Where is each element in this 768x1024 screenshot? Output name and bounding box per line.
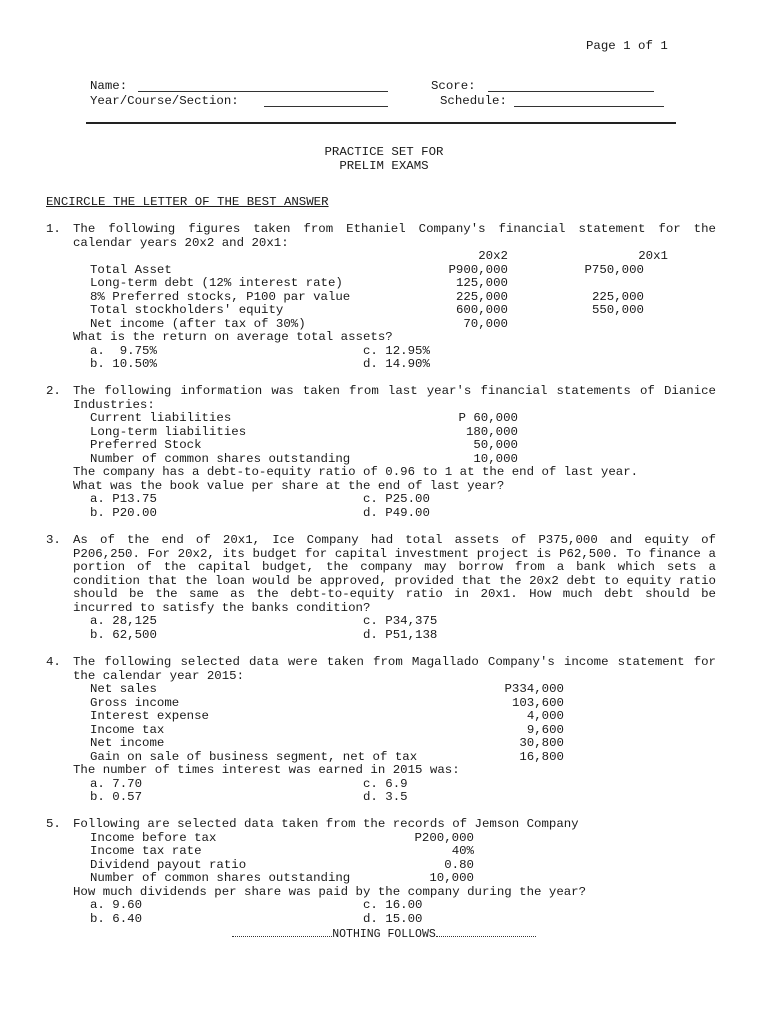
col-header-20x1: 20x1 <box>638 249 668 263</box>
row-label: Total Asset <box>90 262 172 277</box>
header-divider <box>86 122 676 124</box>
page-title <box>0 146 768 173</box>
row-label: Number of common shares outstanding <box>90 871 351 885</box>
row-value: 103,600 <box>511 695 564 710</box>
page-number: Page 1 of 1 <box>586 39 668 53</box>
row-value: 40% <box>451 844 474 858</box>
choice-d[interactable]: d. 15.00 <box>363 911 423 926</box>
question-text: The following figures taken from Ethaniel Company's financial statement for the calendar years 20x2 and 20x1: <box>73 222 716 250</box>
row-value-20x2: 225,000 <box>455 289 508 304</box>
table-row <box>46 264 716 278</box>
row-label: Income tax <box>90 722 165 737</box>
row-value: 16,800 <box>519 749 564 764</box>
question-prompt <box>46 480 716 494</box>
choice-d[interactable]: d. P49.00 <box>363 505 430 520</box>
question-prompt-text: What is the return on average total assets? <box>73 330 393 344</box>
row-value: 10,000 <box>429 871 474 885</box>
row-value-20x2: 70,000 <box>463 316 508 331</box>
question-prompt-text: What was the book value per share at the end of last year? <box>73 478 505 493</box>
question-number: 4. <box>46 655 61 669</box>
row-label: Net income (after tax of 30%) <box>90 316 306 331</box>
column-header-row <box>46 250 716 264</box>
row-label: Long-term debt (12% interest rate) <box>90 276 343 290</box>
question-prompt-text: How much dividends per share was paid by the company during the year? <box>73 884 587 899</box>
score-field[interactable] <box>488 80 654 92</box>
choice-a[interactable]: a. 9.60 <box>90 898 143 912</box>
choice-row <box>46 913 716 927</box>
choice-a[interactable]: a. 9.75% <box>90 343 157 358</box>
ycs-label: Year/Course/Section: <box>90 94 239 108</box>
row-value-20x2: 125,000 <box>455 276 508 290</box>
table-row <box>46 439 716 453</box>
question-4 <box>46 656 716 805</box>
table-row <box>46 737 716 751</box>
row-label: Dividend payout ratio <box>90 857 247 872</box>
choice-a[interactable]: a. 28,125 <box>90 614 157 628</box>
question-5 <box>46 818 716 926</box>
row-value: 50,000 <box>473 438 518 452</box>
dotted-leader-right <box>436 928 536 937</box>
question-number: 1. <box>46 222 61 236</box>
choice-c[interactable]: c. P34,375 <box>363 614 438 628</box>
question-2 <box>46 385 716 520</box>
choice-row <box>46 778 716 792</box>
row-value: 10,000 <box>473 451 518 466</box>
row-value: P200,000 <box>414 830 474 845</box>
nothing-follows-text: NOTHING FOLLOWS <box>332 928 436 941</box>
table-row <box>46 724 716 738</box>
choice-b[interactable]: b. 62,500 <box>90 627 157 642</box>
row-label: Income tax rate <box>90 844 202 858</box>
table-row <box>46 318 716 332</box>
table-row <box>46 872 716 886</box>
dotted-leader-left <box>232 928 332 937</box>
row-label: Current liabilities <box>90 411 232 425</box>
choice-c[interactable]: c. P25.00 <box>363 492 430 506</box>
question-prompt-text: The number of times interest was earned in 2015 was: <box>73 763 460 777</box>
row-value-20x2: P900,000 <box>448 262 508 277</box>
choice-d[interactable]: d. P51,138 <box>363 627 438 642</box>
row-value: 180,000 <box>465 424 518 439</box>
table-row <box>46 832 716 846</box>
choice-c[interactable]: c. 6.9 <box>363 776 408 791</box>
choice-d[interactable]: d. 3.5 <box>363 790 408 804</box>
question-number: 5. <box>46 817 61 831</box>
choice-b[interactable]: b. 10.50% <box>90 357 157 371</box>
table-row <box>46 412 716 426</box>
question-text: As of the end of 20x1, Ice Company had total assets of P375,000 and equity of P206,250. For 20x2, its budget for capital investment project is P62,500. To finance a portion of the capital budget, the company may borrow from a bank which sets a condition that the loan would be approved, provided that the 20x2 debt to equity ratio should be the same as the debt-to-equity ratio in 20x1. How much debt should be incurred to satisfy the banks condition? <box>73 533 716 615</box>
table-row <box>46 859 716 873</box>
question-text: The following selected data were taken from Magallado Company's income statement for the calendar year 2015: <box>73 655 716 683</box>
table-row <box>46 277 716 291</box>
row-label: 8% Preferred stocks, P100 par value <box>90 289 351 304</box>
row-label: Interest expense <box>90 709 209 723</box>
row-value: P 60,000 <box>458 411 518 425</box>
score-label: Score: <box>431 79 476 93</box>
row-value-20x1: 225,000 <box>591 289 644 304</box>
col-header-20x2: 20x2 <box>478 249 508 263</box>
row-label: Total stockholders' equity <box>90 303 284 317</box>
row-label: Income before tax <box>90 830 217 845</box>
question-prompt <box>46 331 716 345</box>
choice-row <box>46 507 716 521</box>
row-label: Net sales <box>90 682 157 696</box>
table-row <box>46 751 716 765</box>
question-number: 2. <box>46 384 61 398</box>
choice-row <box>46 358 716 372</box>
schedule-field[interactable] <box>514 95 664 107</box>
choice-a[interactable]: a. P13.75 <box>90 492 157 506</box>
choice-row <box>46 629 716 643</box>
table-row <box>46 453 716 467</box>
choice-row <box>46 345 716 359</box>
row-value: P334,000 <box>504 682 564 696</box>
choice-b[interactable]: b. 0.57 <box>90 790 143 804</box>
choice-row <box>46 791 716 805</box>
choice-c[interactable]: c. 12.95% <box>363 343 430 358</box>
question-1 <box>46 223 716 372</box>
schedule-label: Schedule: <box>440 94 507 108</box>
row-label: Number of common shares outstanding <box>90 451 351 466</box>
name-field[interactable] <box>138 80 388 92</box>
row-label: Gross income <box>90 695 180 710</box>
choice-b[interactable]: b. 6.40 <box>90 911 143 926</box>
row-value: 4,000 <box>526 709 564 723</box>
row-label: Long-term liabilities <box>90 424 247 439</box>
table-row <box>46 710 716 724</box>
row-value: 30,800 <box>519 736 564 750</box>
title-line-1: PRACTICE SET FOR <box>324 145 444 159</box>
table-row <box>46 426 716 440</box>
row-value: 0.80 <box>444 857 474 872</box>
table-row <box>46 845 716 859</box>
row-value-20x2: 600,000 <box>455 303 508 317</box>
name-label: Name: <box>90 79 128 93</box>
choice-row <box>46 899 716 913</box>
choice-row <box>46 615 716 629</box>
question-3 <box>46 534 716 642</box>
row-value-20x1: 550,000 <box>591 303 644 317</box>
table-row <box>46 683 716 697</box>
table-row <box>46 697 716 711</box>
question-number: 3. <box>46 533 61 547</box>
choice-a[interactable]: a. 7.70 <box>90 776 143 791</box>
question-prompt <box>46 886 716 900</box>
title-line-2: PRELIM EXAMS <box>339 158 429 173</box>
row-label: Net income <box>90 736 165 750</box>
choice-row <box>46 493 716 507</box>
row-value-20x1: P750,000 <box>584 262 644 277</box>
instruction: ENCIRCLE THE LETTER OF THE BEST ANSWER <box>46 195 329 209</box>
question-text: Following are selected data taken from the records of Jemson Company <box>73 817 579 831</box>
question-extra-text: The company has a debt-to-equity ratio of 0.96 to 1 at the end of last year. <box>73 465 639 479</box>
table-row <box>46 304 716 318</box>
choice-d[interactable]: d. 14.90% <box>363 357 430 371</box>
row-label: Preferred Stock <box>90 438 202 452</box>
choice-b[interactable]: b. P20.00 <box>90 505 157 520</box>
ycs-field[interactable] <box>264 95 388 107</box>
question-prompt <box>46 764 716 778</box>
row-label: Gain on sale of business segment, net of tax <box>90 749 418 764</box>
row-value: 9,600 <box>526 722 564 737</box>
question-extra <box>46 466 716 480</box>
end-marker <box>0 928 768 942</box>
question-text: The following information was taken from last year's financial statements of Dianice Industries: <box>73 384 716 412</box>
choice-c[interactable]: c. 16.00 <box>363 898 423 912</box>
table-row <box>46 291 716 305</box>
